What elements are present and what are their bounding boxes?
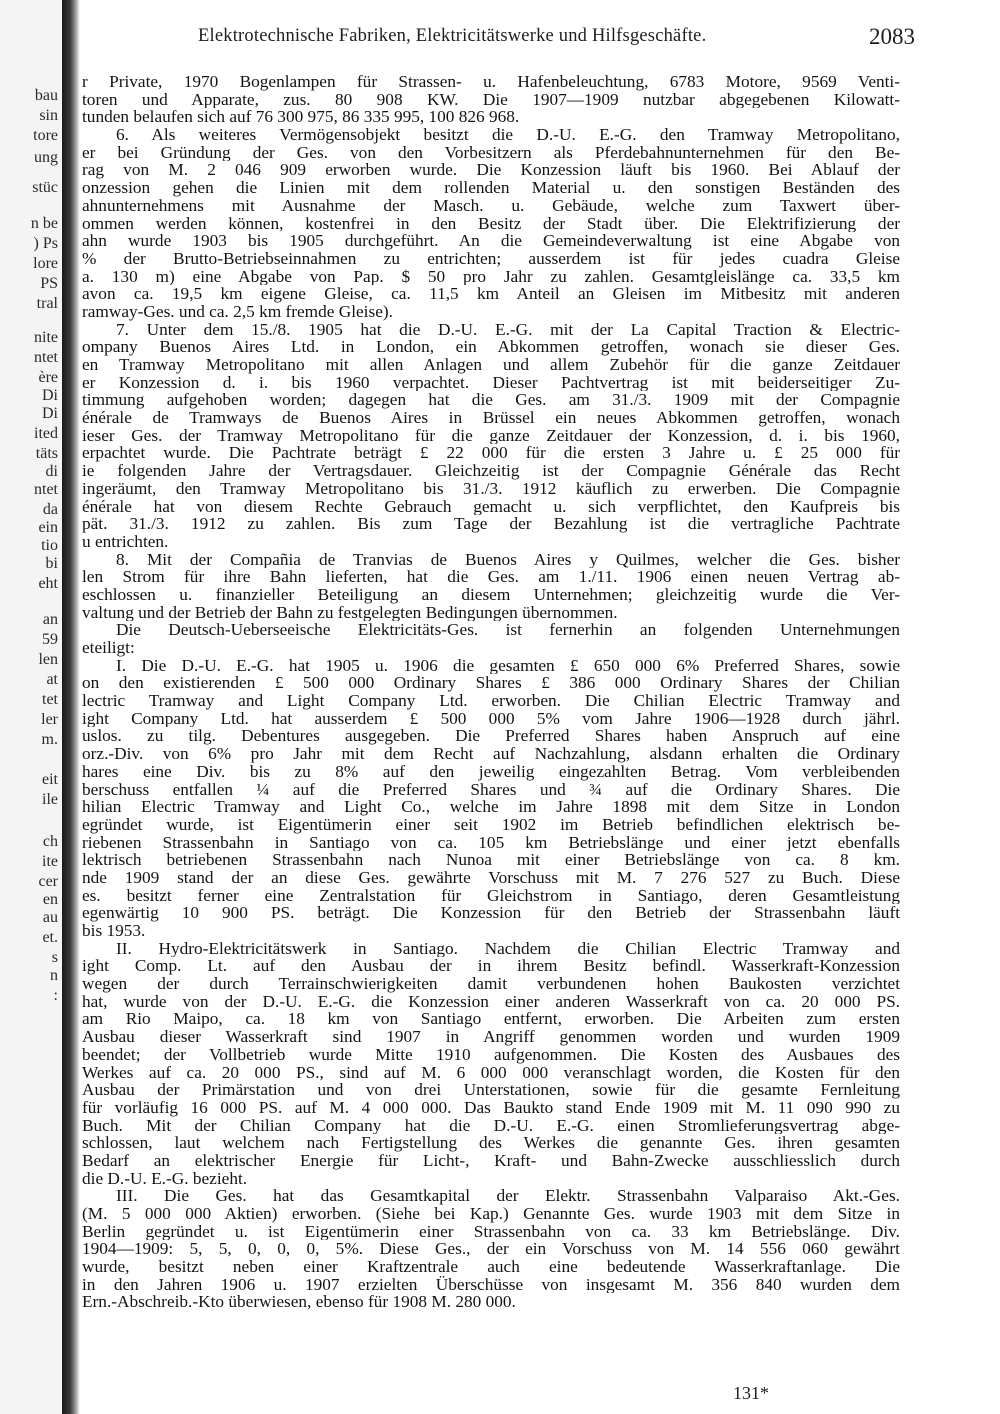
facing-page-fragment: Di [42, 405, 58, 422]
text-line: r Private, 1970 Bogenlampen für Strassen- u. Hafenbeleuchtung, 6783 Motore, 9569 Venti- [82, 73, 900, 91]
text-line: wegen der durch Terrainschwierigkeiten damit verbundenen hohen Baukosten verzichtet [82, 975, 900, 993]
text-line: valtung und der Betrieb der Bahn zu festgelegten Bedingungen übernommen. [82, 603, 618, 622]
text-line: a. 130 m) eine Abgabe von Pap. $ 50 pro Jahr zu zahlen. Gesamtgleislänge ca. 33,5 km [82, 267, 900, 286]
text-line: len Strom für ihre Bahn lieferten, hat die Ges. am 1./11. 1906 einen neuen Vertrag ab- [82, 568, 900, 586]
text-line: ingeräumt, den Tramway Metropolitano bis 31./3. 1912 käuflich zu erwerben. Die Compagnie [82, 479, 900, 498]
text-line: 8. Mit der Compañia de Tranvias de Buenos Aires y Quilmes, welcher die Ges. bisher [116, 550, 900, 569]
text-line: onzession gehen die Linien mit dem rollenden Material u. den sonstigen Beständen des [82, 179, 900, 197]
text-line: ight Company Ltd. hat ausserdem £ 500 000 5% vom Jahre 1906—1928 durch jährl. [82, 709, 900, 728]
text-line: eschlossen u. finanzieller Beteiligung an diesem Unternehmen; gleichzeitig wurde die Ver- [82, 585, 900, 604]
text-line: timmung aufgehoben worden; dagegen hat die Ges. am 31./3. 1909 mit der Compagnie [82, 391, 900, 410]
text-line: % der Brutto-Betriebseinnahmen zu entrichten; ausserdem ist für jedes cuadra Gleise [82, 249, 900, 268]
facing-page-fragment: en [42, 891, 58, 908]
text-line: ahn wurde 1903 bis 1905 durchgeführt. An die Gemeindeverwaltung ist eine Abgabe von [82, 232, 900, 250]
text-line: ie folgenden Jahre der Vertragsdauer. Gleichzeitig ist der Compagnie Générale das Recht [82, 462, 900, 480]
text-line: on den existierenden £ 500 000 Ordinary Shares £ 386 000 Ordinary Shares der Chilian [82, 674, 900, 693]
text-line: u entrichten. [82, 532, 169, 551]
text-line: er bei Gründung der Ges. von den Vorbesitzern als Pferdebahnunternehmen für den Be- [82, 143, 900, 162]
text-line: Berlin gegründet u. ist Eigentümerin einer Strassenbahn von ca. 33 km Betriebslänge. Div. [82, 1222, 900, 1241]
facing-page-fragment: tore [33, 127, 58, 144]
text-line: ramway-Ges. und ca. 2,5 km fremde Gleise). [82, 302, 393, 321]
facing-page-fragment: ntet [34, 349, 58, 366]
text-line: Ausbau der Primärstation und von drei Unterstationen, sowie für die gesamte Fernleitung [82, 1081, 900, 1099]
text-line: Ausbau dieser Wasserkraft sind 1907 in Angriff genommen worden und wurden 1909 [82, 1028, 900, 1046]
text-line: wurde, besitzt neben einer Kraftzentrale auch eine bedeutende Wasserkraftanlage. Die [82, 1258, 900, 1276]
text-line: nde 1909 stand der an diese Ges. gewährte Vorschuss mit M. 7 276 527 zu Buch. Diese [82, 868, 900, 887]
facing-page-fragment: Di [42, 387, 58, 404]
body-text [82, 73, 900, 1311]
facing-page-fragment: da [42, 501, 58, 518]
previous-page-edge [0, 0, 62, 1414]
binding-fold-shadow [62, 0, 80, 1414]
text-line: ieser Ges. der Tramway Metropolitano für die ganze Zeitdauer der Konzession, d. i. bis 1960, [82, 426, 900, 445]
facing-page-fragment: s [51, 949, 58, 966]
facing-page-fragment: ile [42, 791, 58, 808]
text-line: II. Hydro-Elektricitätswerk in Santiago. Nachdem die Chilian Electric Tramway and [116, 939, 900, 958]
page-header [110, 24, 915, 54]
text-line: es. besitzt ferner eine Zentralstation für Gleichstrom in Santiago, deren Gesamtleistung [82, 886, 900, 905]
facing-page-fragment: tral [36, 295, 58, 312]
text-line: pät. 31./3. 1912 zu zahlen. Bis zum Tage der Bezahlung ist die vertragliche Pachtrate [82, 515, 900, 533]
facing-page-fragment: : [53, 987, 58, 1004]
facing-page-fragment: ein [38, 519, 58, 536]
text-line: lectric Tramway and Light Company Ltd. erworben. Die Chilian Electric Tramway and [82, 692, 900, 710]
text-line: avon ca. 19,5 km eigene Gleise, ca. 11,5 km Anteil an Gleisen im Mitbesitz mit anderen [82, 285, 900, 303]
facing-page-fragment: tio [41, 537, 58, 554]
facing-page-fragment: tet [42, 691, 58, 708]
page-number: 2083 [869, 24, 915, 49]
facing-page-fragment: au [42, 909, 58, 926]
text-line: hares eine Div. bis zu 8% auf den jeweilig eingezahlten Betrag. Vom verbleibenden [82, 762, 900, 781]
text-line: egründet wurde, ist Eigentümerin einer seit 1902 im Betrieb befindlichen elektrisch be- [82, 815, 900, 834]
text-line: tunden belaufen sich auf 76 300 975, 86 335 995, 100 826 968. [82, 108, 520, 127]
text-line: Ern.-Abschreib.-Kto überwiesen, ebenso für 1908 M. 280 000. [82, 1293, 516, 1312]
text-line: riebenen Strassenbahn in Santiago von ca. 105 km Betriebslänge und einer jetzt ebenfalls [82, 833, 900, 852]
facing-page-fragment: len [38, 651, 58, 668]
facing-page-fragment: at [46, 671, 58, 688]
facing-page-fragment: ch [42, 833, 58, 850]
facing-page-fragment: di [45, 463, 58, 480]
facing-page-fragment: an [42, 611, 58, 628]
text-line: ommen werden können, kostenfrei in den Besitz der Stadt über. Die Elektrifizierung der [82, 214, 900, 233]
text-line: ahnunternehmens mit Ausnahme der Masch. u. Gebäude, welche zum Taxwert über- [82, 196, 900, 215]
text-line: rag von M. 2 046 909 erworben wurde. Die Konzession läuft bis 1960. Bei Ablauf der [82, 161, 900, 180]
text-line: Buch. Mit der Chilian Company hat die D.-U. E.-G. einen Stromlieferungsvertrag abge- [82, 1116, 900, 1135]
text-line: (M. 5 000 000 Aktien) erworben. (Siehe bei Kap.) Genannte Ges. wurde 1903 mit dem Sitze in [82, 1205, 900, 1223]
text-line: énérale hat von diesem Rechte Gebrauch gemacht u. sich verpflichtet, den Kaufpreis bis [82, 497, 900, 516]
signature-mark: 131* [733, 1383, 769, 1403]
facing-page-fragment: PS [40, 275, 58, 292]
text-line: schlossen, laut welchem nach Fertigstellung des Werkes die genannte Ges. ihren gesamten [82, 1134, 900, 1152]
text-line: hilian Electric Tramway and Light Co., welche im Jahre 1898 mit dem Sitze in London [82, 798, 900, 816]
facing-page-fragment: täts [35, 445, 58, 462]
text-line: 1904—1909: 5, 5, 0, 0, 0, 5%. Diese Ges., der ein Vorschuss von M. 14 556 060 gewährt [82, 1240, 900, 1259]
facing-page-fragment: et. [42, 929, 58, 946]
text-line: Bedarf an elektrischer Energie für Licht-, Kraft- und Bahn-Zwecke ausschliesslich durch [82, 1151, 900, 1170]
text-line: énérale de Tramways de Buenos Aires in Brüssel ein neues Abkommen getroffen, wonach [82, 409, 900, 427]
text-line: uslos. zu tilg. Debentures ausgegeben. Die Preferred Shares haben Anspruch auf eine [82, 727, 900, 746]
facing-page-fragment: n be [30, 215, 58, 232]
text-line: hat, wurde von der D.-U. E.-G. die Konzession einer anderen Wasserkraft von ca. 20 000 PS. [82, 992, 900, 1011]
text-line: erpachtet wurde. Die Pachtrate beträgt £ 22 000 für die ersten 3 Jahre u. £ 25 000 für [82, 444, 900, 463]
text-line: en Tramway Metropolitano mit allen Anlagen und allem Zubehör für die ganze Zeitdauer [82, 356, 900, 374]
text-line: orz.-Div. von 6% pro Jahr mit dem Recht auf Nachzahlung, alsdann erhalten die Ordinary [82, 745, 900, 763]
facing-page-fragment: ited [34, 425, 58, 442]
text-line: toren und Apparate, zus. 80 908 KW. Die 1907—1909 nutzbar abgegebenen Kilowatt- [82, 90, 900, 109]
facing-page-fragment: bau [34, 87, 58, 104]
text-line: ompany Buenos Aires Ltd. in London, ein Abkommen getroffen, wonach sie dieser Ges. [82, 338, 900, 356]
facing-page-fragment: nite [34, 329, 58, 346]
facing-page-fragment: stüc [32, 179, 58, 196]
text-line: III. Die Ges. hat das Gesamtkapital der Elektr. Strassenbahn Valparaiso Akt.-Ges. [116, 1187, 900, 1205]
text-line: für vorläufig 16 000 PS. auf M. 4 000 000. Das Baukto stand Ende 1909 mit M. 11 090 990 zu [82, 1098, 900, 1117]
text-line: berschuss entfallen ¼ auf die Preferred Shares und ¾ auf die Ordinary Shares. Die [82, 780, 900, 799]
facing-page-fragment: sin [39, 107, 58, 124]
facing-page-fragment: n [50, 967, 58, 984]
text-line: I. Die D.-U. E.-G. hat 1905 u. 1906 die gesamten £ 650 000 6% Preferred Shares, sowie [116, 656, 900, 675]
text-line: Werkes auf ca. 20 000 PS., sind auf M. 6 000 000 veranschlagt worden, die Kosten für den [82, 1063, 900, 1082]
facing-page-fragment: eht [38, 575, 58, 592]
facing-page-fragment: cer [38, 873, 58, 890]
facing-page-fragment: ère [38, 369, 58, 386]
facing-page-fragment: eit [42, 771, 58, 788]
facing-page-fragment: ntet [34, 481, 58, 498]
text-line: egenwärtig 10 900 PS. beträgt. Die Konzession für den Betrieb der Strassenbahn läuft [82, 904, 900, 922]
facing-page-fragment: lore [33, 255, 58, 272]
text-line: 6. Als weiteres Vermögensobjekt besitzt die D.-U. E.-G. den Tramway Metropolitano, [116, 126, 900, 144]
text-line: die D.-U. E.-G. bezieht. [82, 1169, 248, 1188]
text-line: ight Comp. Lt. auf den Ausbau der in ihrem Besitz befindl. Wasserkraft-Konzession [82, 957, 900, 976]
facing-page-fragment: ung [34, 149, 58, 166]
text-line: bis 1953. [82, 922, 146, 940]
facing-page-fragment: 59 [42, 631, 58, 648]
facing-page-fragment: ) Ps [33, 235, 58, 252]
facing-page-fragment: bi [45, 555, 58, 572]
facing-page-fragment: ler [41, 711, 58, 728]
text-line: er Konzession d. i. bis 1960 verpachtet. Dieser Pachtvertrag ist mit beiderseitiger Zu- [82, 373, 900, 392]
facing-page-fragment: ite [42, 853, 58, 870]
running-title: Elektrotechnische Fabriken, Elektricitätswerke und Hilfsgeschäfte. [198, 26, 707, 46]
facing-page-fragment: m. [41, 731, 58, 748]
text-line: am Rio Maipo, ca. 18 km von Santiago entfernt, erworben. Die Arbeiten zum ersten [82, 1010, 900, 1029]
text-line: Die Deutsch-Ueberseeische Elektricitäts-Ges. ist fernerhin an folgenden Unternehmungen [116, 621, 900, 639]
text-line: in den Jahren 1906 u. 1907 erzielten Überschüsse von insgesamt M. 356 840 wurden dem [82, 1275, 900, 1294]
text-line: beendet; der Vollbetrieb wurde Mitte 1910 aufgenommen. Die Kosten des Ausbaues des [82, 1045, 900, 1064]
text-line: eteiligt: [82, 639, 135, 657]
text-line: lektrisch betriebenen Strassenbahn nach Nunoa mit einer Betriebslänge von ca. 8 km. [82, 851, 900, 869]
text-line: 7. Unter dem 15./8. 1905 hat die D.-U. E.-G. mit der La Capital Traction & Electric- [116, 320, 900, 339]
